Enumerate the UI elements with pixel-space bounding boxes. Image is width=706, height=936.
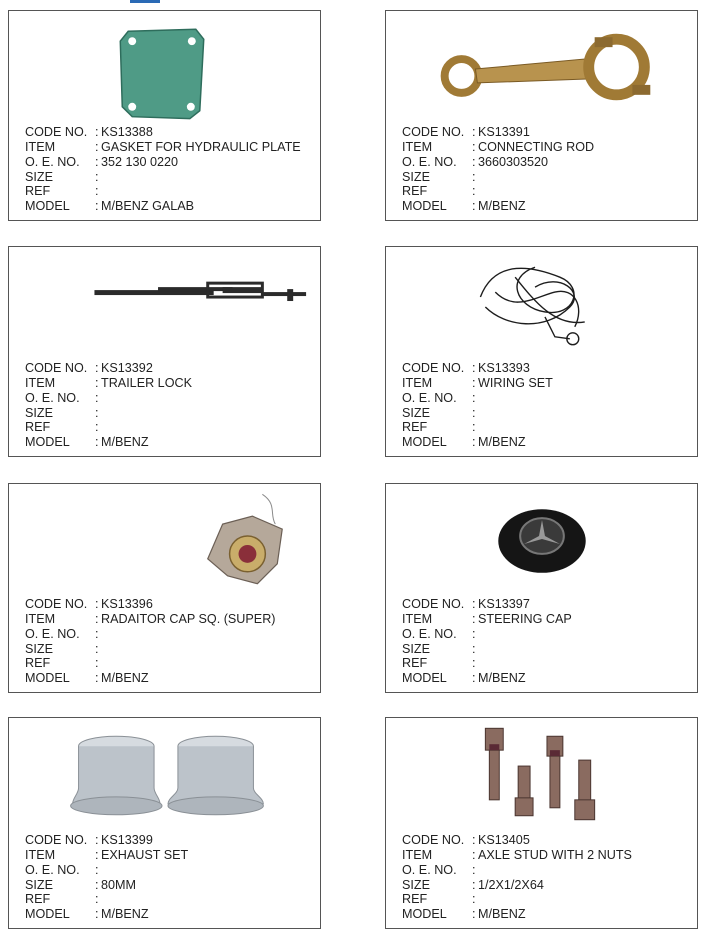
trailer-lock-image xyxy=(9,247,320,362)
product-details: CODE NO. : KS13405 ITEM : AXLE STUD WITH 2 NUTS O. E. NO. : SIZE : 1/2X1/2X64 REF : MODEL : M/BENZ xyxy=(402,833,632,922)
product-details: CODE NO. : KS13396 ITEM : RADAITOR CAP SQ. (SUPER) O. E. NO. : SIZE : REF : MODEL : M/BENZ xyxy=(25,597,276,686)
item-value: RADAITOR CAP SQ. (SUPER) xyxy=(101,612,276,627)
product-details: CODE NO. : KS13392 ITEM : TRAILER LOCK O. E. NO. : SIZE : REF : MODEL : M/BENZ xyxy=(25,361,192,450)
model-value: M/BENZ xyxy=(478,435,526,450)
size-value: 1/2X1/2X64 xyxy=(478,877,544,892)
model-value: M/BENZ xyxy=(101,671,149,686)
product-card-ks13397 xyxy=(385,483,698,693)
code-value: KS13399 xyxy=(101,833,153,848)
hydraulic-gasket-image xyxy=(9,11,320,126)
axle-stud-image xyxy=(386,718,697,833)
radiator-cap-image xyxy=(9,484,320,599)
header-accent xyxy=(130,0,160,3)
product-details: CODE NO. : KS13397 ITEM : STEERING CAP O. E. NO. : SIZE : REF : MODEL : M/BENZ xyxy=(402,597,572,686)
product-card-ks13392 xyxy=(8,246,321,457)
model-value: M/BENZ xyxy=(101,435,149,450)
item-value: WIRING SET xyxy=(478,376,553,391)
code-value: KS13396 xyxy=(101,597,153,612)
size-value: 80MM xyxy=(101,877,136,892)
code-value: KS13392 xyxy=(101,361,153,376)
oe-value: 352 130 0220 xyxy=(101,154,179,169)
code-value: KS13397 xyxy=(478,597,530,612)
product-card-ks13393 xyxy=(385,246,698,457)
item-value: STEERING CAP xyxy=(478,612,572,627)
product-details: CODE NO. : KS13399 ITEM : EXHAUST SET O. E. NO. : SIZE : 80MM REF : MODEL : M/BENZ xyxy=(25,833,189,922)
item-value: TRAILER LOCK xyxy=(101,376,192,391)
item-value: EXHAUST SET xyxy=(101,848,189,863)
product-details: CODE NO. : KS13393 ITEM : WIRING SET O. E. NO. : SIZE : REF : MODEL : M/BENZ xyxy=(402,361,553,450)
wiring-set-image xyxy=(386,247,697,362)
product-details: CODE NO. : KS13391 ITEM : CONNECTING ROD O. E. NO. : 3660303520 SIZE : REF : MODEL : M/BENZ xyxy=(402,125,595,214)
connecting-rod-image xyxy=(386,11,697,126)
code-value: KS13388 xyxy=(101,125,153,140)
code-value: KS13391 xyxy=(478,125,530,140)
steering-cap-image xyxy=(386,484,697,599)
product-card-ks13396 xyxy=(8,483,321,693)
item-value: CONNECTING ROD xyxy=(478,140,595,155)
model-value: M/BENZ xyxy=(478,671,526,686)
product-details: CODE NO. : KS13388 ITEM : GASKET FOR HYDRAULIC PLATE O. E. NO. : 352 130 0220 SIZE : REF : MODEL : M/BENZ GALAB xyxy=(25,125,301,214)
product-card-ks13388 xyxy=(8,10,321,221)
item-value: AXLE STUD WITH 2 NUTS xyxy=(478,848,632,863)
exhaust-set-image xyxy=(9,718,320,833)
model-value: M/BENZ xyxy=(478,199,526,214)
item-value: GASKET FOR HYDRAULIC PLATE xyxy=(101,140,301,155)
model-value: M/BENZ xyxy=(101,907,149,922)
model-value: M/BENZ GALAB xyxy=(101,199,195,214)
product-card-ks13391 xyxy=(385,10,698,221)
code-value: KS13405 xyxy=(478,833,530,848)
code-value: KS13393 xyxy=(478,361,530,376)
model-value: M/BENZ xyxy=(478,907,526,922)
oe-value: 3660303520 xyxy=(478,154,549,169)
product-card-ks13405 xyxy=(385,717,698,929)
product-card-ks13399 xyxy=(8,717,321,929)
